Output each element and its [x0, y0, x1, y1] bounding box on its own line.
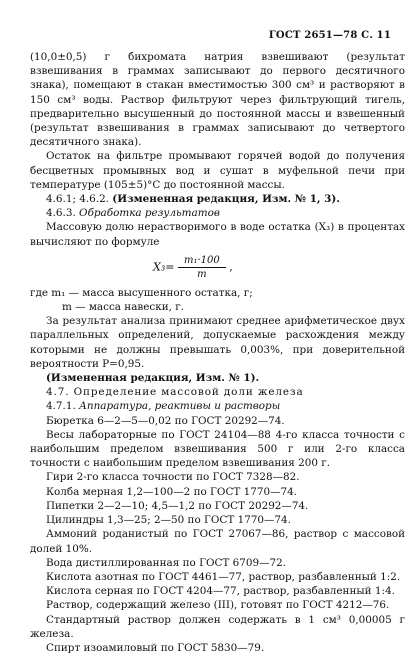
- clause-number: 4.6.1; 4.6.2.: [46, 193, 113, 206]
- paragraph-22: Спирт изоамиловый по ГОСТ 5830—79.: [46, 641, 265, 654]
- page-header: ГОСТ 2651—78 С. 11: [268, 30, 391, 41]
- formula-denominator: m: [197, 268, 207, 280]
- paragraph-9: [30, 399, 405, 413]
- paragraph-1: (10,0±0,5) г бихромата натрия взвешивают (результат взвешивания в граммах записывают до первого десятичного знака), помещают в стакан вместимостью 300 см³ и растворяют в 150 см³ воды. Раствор фильтруют через фильтрующий тигель, предварительно высушенный до постоянной массы и взвешенный (результат взвешивания в граммах записывают до четвертого десятичного знака).: [30, 51, 405, 149]
- paragraph-17: Вода дистиллированная по ГОСТ 6709—72.: [46, 556, 287, 569]
- formula: [30, 254, 405, 281]
- document-body: [30, 50, 405, 655]
- clause-number: 4.6.3.: [46, 207, 80, 220]
- paragraph-20: Раствор, содержащий железо (III), готовят по ГОСТ 4212—76.: [46, 599, 390, 612]
- paragraph-2: Остаток на фильтре промывают горячей водой до получения бесцветных промывных вод и сушат в муфельной печи при температуре (105±5)°С до постоянной массы.: [30, 150, 405, 191]
- section-subtitle: Аппаратура, реактивы и растворы: [79, 400, 281, 413]
- paragraph-10: Бюретка 6—2—5—0,02 по ГОСТ 20292—74.: [46, 414, 285, 427]
- paragraph-5: Массовую долю нерастворимого в воде остатка (X₃) в процентах вычисляют по формуле: [30, 221, 405, 248]
- paragraph-13: Колба мерная 1,2—100—2 по ГОСТ 1770—74.: [46, 485, 297, 498]
- section-title: 4.7. Определение массовой доли железа: [46, 386, 304, 399]
- clause-number: 4.7.1.: [46, 400, 80, 413]
- paragraph-6: За результат анализа принимают среднее арифметическое двух параллельных определений, допускаемые расхождения между которыми не должны превышать 0,003%, при доверительной вероятности P=0,95.: [30, 315, 405, 370]
- formula-lhs: X₃=: [153, 260, 175, 274]
- formula-fraction: [178, 254, 226, 281]
- paragraph-18: Кислота азотная по ГОСТ 4461—77, раствор, разбавленный 1:2.: [46, 570, 401, 583]
- paragraph-15: Цилиндры 1,3—25; 2—50 по ГОСТ 1770—74.: [46, 514, 291, 527]
- where-line-1: где m₁ — масса высушенного остатка, г;: [30, 286, 253, 299]
- paragraph-19: Кислота серная по ГОСТ 4204—77, раствор, разбавленный 1:4.: [46, 585, 395, 598]
- formula-numerator: m₁·100: [178, 254, 226, 268]
- formula-tail: ,: [225, 260, 233, 274]
- paragraph-11: Весы лабораторные по ГОСТ 24104—88 4-го класса точности с наибольшим пределом взвешивания 500 г или 2-го класса точности с наибольшим пределом взвешивания 200 г.: [30, 428, 405, 470]
- where-line-2: m — масса навески, г.: [62, 301, 184, 314]
- amendment-note: (Измененная редакция, Изм. № 1, 3).: [112, 193, 340, 206]
- paragraph-21: Стандартный раствор должен содержать в 1 см³ 0,00005 г железа.: [30, 613, 405, 640]
- paragraph-7: (Измененная редакция, Изм. № 1).: [46, 372, 260, 385]
- paragraph-4: [30, 206, 405, 220]
- paragraph-14: Пипетки 2—2—10; 4,5—1,2 по ГОСТ 20292—74.: [46, 499, 309, 512]
- paragraph-12: Гири 2-го класса точности по ГОСТ 7328—82.: [46, 471, 300, 484]
- paragraph-16: Аммоний роданистый по ГОСТ 27067—86, раствор с массовой долей 10%.: [30, 528, 405, 555]
- paragraph-3: [30, 192, 405, 206]
- section-subtitle: Обработка результатов: [79, 207, 220, 220]
